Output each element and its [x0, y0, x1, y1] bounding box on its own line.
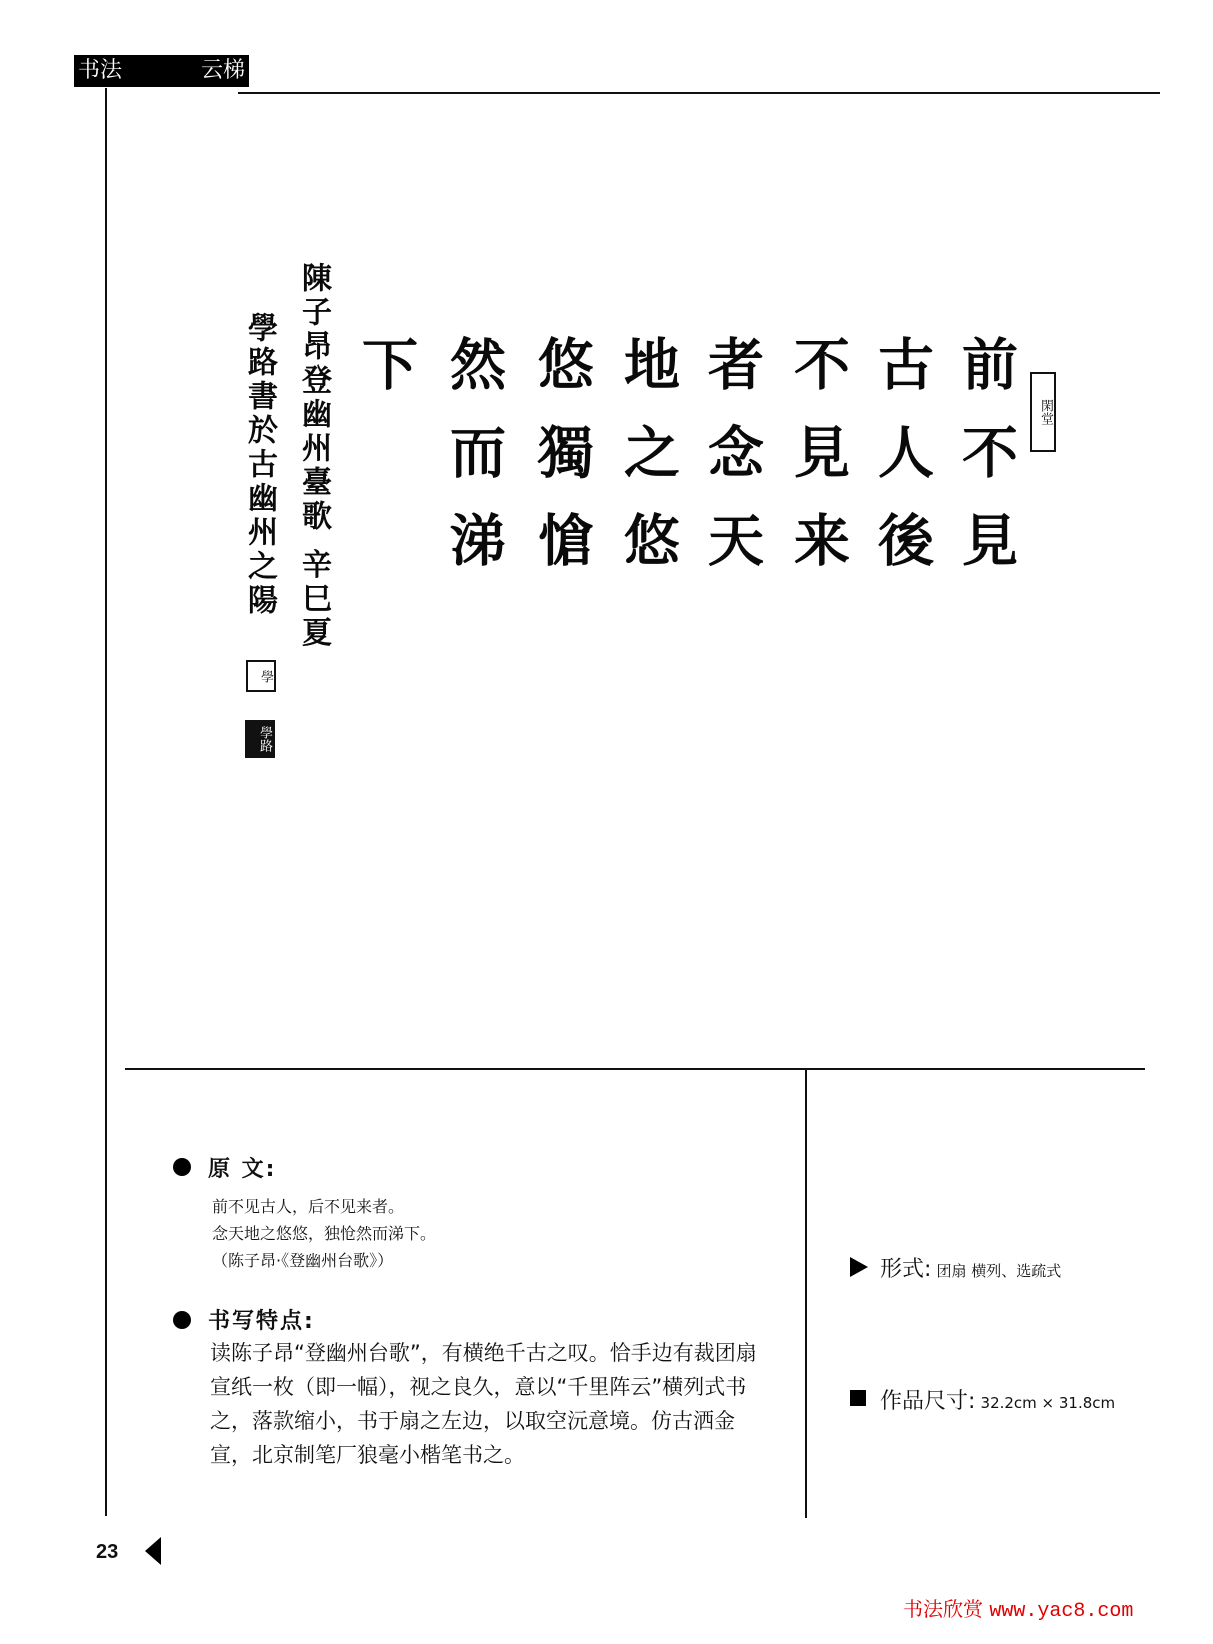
size-info — [880, 1384, 1115, 1415]
size-colon: : — [968, 1389, 976, 1414]
section-divider-rule — [125, 1068, 1145, 1070]
original-text-body — [212, 1193, 436, 1274]
header-left-label: 书法 — [78, 58, 123, 83]
calligraphy-column-7: 然而涕 — [441, 335, 507, 599]
writing-features-title: 书写特点: — [208, 1309, 315, 1334]
calligraphy-column-5: 地之悠 — [615, 335, 681, 599]
form-colon: : — [924, 1257, 932, 1282]
calligraphy-column-6: 悠獨愴 — [529, 335, 595, 599]
original-text-line: 前不见古人，后不见来者。 — [212, 1197, 405, 1216]
calligraphy-column-2: 古人後 — [869, 335, 935, 599]
page-arrow-icon — [145, 1537, 161, 1565]
column-divider-rule — [805, 1070, 807, 1518]
original-text-title: 原 文: — [208, 1157, 277, 1182]
bullet-icon — [173, 1311, 191, 1329]
form-label: 形式 — [880, 1257, 925, 1282]
watermark-url: www.yac8.com — [989, 1600, 1134, 1623]
header-right-label: 云梯 — [200, 58, 245, 83]
calligraphy-column-3: 不見来 — [785, 335, 851, 599]
square-seal: 學路 — [245, 720, 275, 758]
inscription-column-2: 學路書於古幽州之陽 — [242, 312, 277, 618]
size-label: 作品尺寸 — [880, 1389, 969, 1414]
size-value: 32.2cm × 31.8cm — [980, 1394, 1116, 1412]
lead-seal: 閑堂 — [1030, 372, 1056, 452]
section-header-tab — [74, 55, 249, 87]
left-margin-rule — [105, 88, 107, 1516]
inscription-column-1: 陳子昂登幽州臺歌 辛巳夏 — [296, 262, 331, 651]
form-value: 团扇 横列、选疏式 — [936, 1262, 1062, 1280]
form-info — [880, 1252, 1061, 1283]
name-seal: 學 — [246, 660, 276, 692]
original-text-line: 念天地之悠悠，独怆然而涕下。 — [212, 1224, 437, 1243]
triangle-bullet-icon — [850, 1257, 868, 1277]
page-number: 23 — [96, 1541, 119, 1563]
square-bullet-icon — [850, 1390, 866, 1406]
writing-features-body: 读陈子昂“登幽州台歌”，有横绝千古之叹。恰手边有裁团扇宣纸一枚（即一幅），视之良久，意以“千里阵云”横列式书之，落款缩小，书于扇之左边，以取空沅意境。仿古洒金宣，北京制笔厂狼毫小楷笔书之。 — [210, 1341, 757, 1467]
original-text-line: （陈子昂·《登幽州台歌》） — [212, 1251, 394, 1270]
calligraphy-column-4: 者念天 — [699, 335, 765, 599]
bullet-icon — [173, 1158, 191, 1176]
calligraphy-column-1: 前不見 — [953, 335, 1019, 599]
calligraphy-column-8: 下 — [353, 335, 419, 423]
header-rule — [238, 92, 1160, 94]
watermark — [903, 1593, 1133, 1623]
watermark-text: 书法欣赏 — [903, 1597, 983, 1621]
